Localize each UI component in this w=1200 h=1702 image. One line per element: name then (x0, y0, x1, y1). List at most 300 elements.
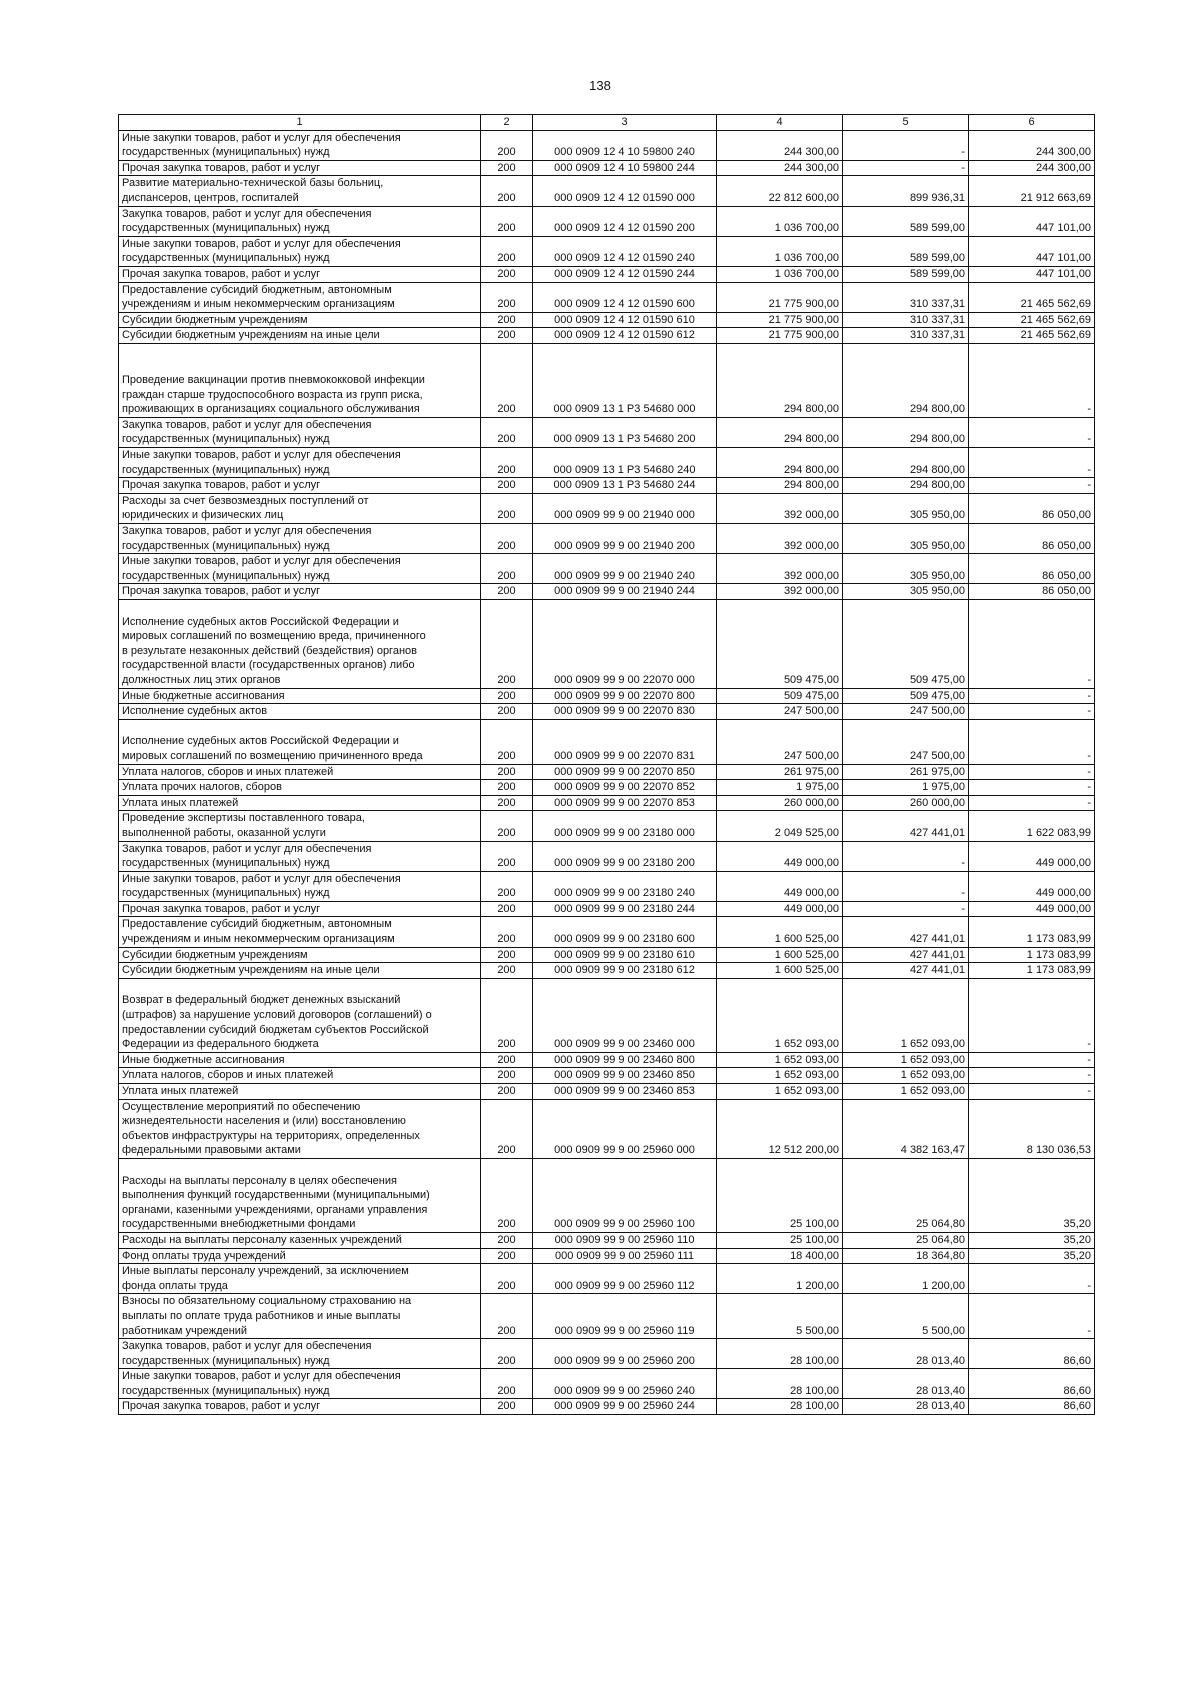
cell-name: Проведение экспертизы поставленного товара, выполненной работы, оказанной услуги (119, 811, 481, 841)
cell-kbk: 000 0909 99 9 00 22070 000 (533, 600, 717, 689)
cell-approved: 1 652 093,00 (717, 1084, 843, 1100)
cell-code: 200 (481, 328, 533, 344)
cell-approved: 392 000,00 (717, 524, 843, 554)
cell-code: 200 (481, 343, 533, 417)
table-row (119, 206, 1095, 236)
cell-approved: 28 100,00 (717, 1339, 843, 1369)
cell-executed: 294 800,00 (843, 343, 969, 417)
table-row (119, 795, 1095, 811)
header-col-3: 3 (533, 115, 717, 131)
cell-name: Закупка товаров, работ и услуг для обеспечения государственных (муниципальных) нужд (119, 206, 481, 236)
cell-code: 200 (481, 1158, 533, 1232)
cell-name: Закупка товаров, работ и услуг для обеспечения государственных (муниципальных) нужд (119, 841, 481, 871)
cell-code: 200 (481, 1369, 533, 1399)
cell-name: Расходы на выплаты персоналу в целях обеспечения выполнения функций государственными (муниципальными) органами, казенными учреждениями, органами управления государственными внебюджетными фондами (119, 1158, 481, 1232)
cell-code: 200 (481, 963, 533, 979)
cell-name: Исполнение судебных актов (119, 704, 481, 720)
cell-approved: 294 800,00 (717, 448, 843, 478)
cell-code: 200 (481, 524, 533, 554)
cell-approved: 247 500,00 (717, 719, 843, 764)
cell-name: Уплата иных платежей (119, 1084, 481, 1100)
cell-unexecuted: - (969, 978, 1095, 1052)
cell-approved: 244 300,00 (717, 160, 843, 176)
cell-approved: 509 475,00 (717, 600, 843, 689)
cell-executed: 427 441,01 (843, 917, 969, 947)
cell-unexecuted: 86,60 (969, 1339, 1095, 1369)
cell-code: 200 (481, 236, 533, 266)
cell-name: Прочая закупка товаров, работ и услуг (119, 266, 481, 282)
cell-approved: 25 100,00 (717, 1158, 843, 1232)
cell-unexecuted: 86,60 (969, 1399, 1095, 1415)
table-row (119, 963, 1095, 979)
table-row (119, 600, 1095, 689)
cell-kbk: 000 0909 12 4 10 59800 240 (533, 130, 717, 160)
cell-unexecuted: - (969, 478, 1095, 494)
cell-kbk: 000 0909 99 9 00 21940 244 (533, 584, 717, 600)
cell-name: Прочая закупка товаров, работ и услуг (119, 160, 481, 176)
cell-unexecuted: - (969, 688, 1095, 704)
cell-code: 200 (481, 600, 533, 689)
cell-unexecuted: 447 101,00 (969, 236, 1095, 266)
cell-executed: 28 013,40 (843, 1399, 969, 1415)
cell-code: 200 (481, 764, 533, 780)
cell-code: 200 (481, 312, 533, 328)
cell-approved: 21 775 900,00 (717, 328, 843, 344)
cell-code: 200 (481, 795, 533, 811)
cell-code: 200 (481, 130, 533, 160)
cell-executed: 310 337,31 (843, 282, 969, 312)
table-row (119, 524, 1095, 554)
cell-name: Прочая закупка товаров, работ и услуг (119, 901, 481, 917)
table-row (119, 978, 1095, 1052)
cell-unexecuted: 21 912 663,69 (969, 176, 1095, 206)
cell-unexecuted: 244 300,00 (969, 130, 1095, 160)
cell-unexecuted: - (969, 780, 1095, 796)
cell-unexecuted: 447 101,00 (969, 206, 1095, 236)
cell-name: Проведение вакцинации против пневмококковой инфекции граждан старше трудоспособного возраста из групп риска, проживающих в организациях социального обслуживания (119, 343, 481, 417)
cell-code: 200 (481, 1294, 533, 1339)
cell-code: 200 (481, 704, 533, 720)
cell-code: 200 (481, 448, 533, 478)
cell-unexecuted: 86 050,00 (969, 524, 1095, 554)
cell-name: Уплата иных платежей (119, 795, 481, 811)
cell-approved: 18 400,00 (717, 1248, 843, 1264)
cell-kbk: 000 0909 99 9 00 23460 800 (533, 1052, 717, 1068)
cell-unexecuted: 1 622 083,99 (969, 811, 1095, 841)
cell-name: Развитие материально-технической базы больниц, диспансеров, центров, госпиталей (119, 176, 481, 206)
cell-kbk: 000 0909 99 9 00 22070 830 (533, 704, 717, 720)
cell-kbk: 000 0909 99 9 00 23180 612 (533, 963, 717, 979)
table-row (119, 1158, 1095, 1232)
cell-code: 200 (481, 266, 533, 282)
cell-unexecuted: - (969, 764, 1095, 780)
table-row (119, 704, 1095, 720)
cell-unexecuted: - (969, 417, 1095, 447)
table-row (119, 1232, 1095, 1248)
table-row (119, 841, 1095, 871)
cell-executed: 25 064,80 (843, 1158, 969, 1232)
cell-approved: 12 512 200,00 (717, 1099, 843, 1158)
cell-code: 200 (481, 282, 533, 312)
table-row (119, 811, 1095, 841)
cell-executed: 28 013,40 (843, 1369, 969, 1399)
cell-kbk: 000 0909 99 9 00 25960 000 (533, 1099, 717, 1158)
cell-approved: 1 652 093,00 (717, 1052, 843, 1068)
cell-name: Фонд оплаты труда учреждений (119, 1248, 481, 1264)
cell-name: Возврат в федеральный бюджет денежных взысканий (штрафов) за нарушение условий договоров (соглашений) о предоставлении субсидий бюджетам субъектов Российской Федерации из федерального бюджета (119, 978, 481, 1052)
table-row (119, 764, 1095, 780)
cell-executed: 589 599,00 (843, 206, 969, 236)
cell-unexecuted: 449 000,00 (969, 871, 1095, 901)
cell-approved: 1 036 700,00 (717, 266, 843, 282)
cell-approved: 1 652 093,00 (717, 978, 843, 1052)
table-row (119, 328, 1095, 344)
table-row (119, 1399, 1095, 1415)
cell-executed: 4 382 163,47 (843, 1099, 969, 1158)
table-row (119, 1068, 1095, 1084)
cell-name: Иные закупки товаров, работ и услуг для обеспечения государственных (муниципальных) нужд (119, 448, 481, 478)
cell-kbk: 000 0909 13 1 P3 54680 244 (533, 478, 717, 494)
cell-approved: 28 100,00 (717, 1369, 843, 1399)
table-row (119, 312, 1095, 328)
cell-executed: 305 950,00 (843, 584, 969, 600)
cell-approved: 5 500,00 (717, 1294, 843, 1339)
cell-approved: 25 100,00 (717, 1232, 843, 1248)
table-row (119, 1084, 1095, 1100)
cell-unexecuted: 35,20 (969, 1158, 1095, 1232)
cell-kbk: 000 0909 12 4 12 01590 244 (533, 266, 717, 282)
table-row (119, 1248, 1095, 1264)
cell-approved: 294 800,00 (717, 417, 843, 447)
cell-name: Закупка товаров, работ и услуг для обеспечения государственных (муниципальных) нужд (119, 417, 481, 447)
cell-code: 200 (481, 917, 533, 947)
cell-executed: 294 800,00 (843, 448, 969, 478)
table-row (119, 176, 1095, 206)
table-row (119, 584, 1095, 600)
cell-unexecuted: 35,20 (969, 1248, 1095, 1264)
cell-kbk: 000 0909 99 9 00 21940 240 (533, 554, 717, 584)
cell-approved: 2 049 525,00 (717, 811, 843, 841)
cell-code: 200 (481, 1248, 533, 1264)
cell-code: 200 (481, 780, 533, 796)
table-row (119, 417, 1095, 447)
cell-name: Субсидии бюджетным учреждениям на иные цели (119, 963, 481, 979)
cell-kbk: 000 0909 99 9 00 25960 200 (533, 1339, 717, 1369)
cell-unexecuted: 8 130 036,53 (969, 1099, 1095, 1158)
cell-code: 200 (481, 554, 533, 584)
cell-kbk: 000 0909 99 9 00 23180 600 (533, 917, 717, 947)
cell-name: Иные бюджетные ассигнования (119, 1052, 481, 1068)
cell-kbk: 000 0909 99 9 00 22070 850 (533, 764, 717, 780)
table-row (119, 1369, 1095, 1399)
cell-executed: 310 337,31 (843, 328, 969, 344)
cell-name: Закупка товаров, работ и услуг для обеспечения государственных (муниципальных) нужд (119, 524, 481, 554)
cell-approved: 294 800,00 (717, 478, 843, 494)
cell-kbk: 000 0909 99 9 00 25960 110 (533, 1232, 717, 1248)
table-row (119, 1052, 1095, 1068)
cell-name: Исполнение судебных актов Российской Федерации и мировых соглашений по возмещению вреда, причиненного в результате незаконных действий (бездействия) органов государственной власти (государственных органов) либо должностных лиц этих органов (119, 600, 481, 689)
cell-unexecuted: - (969, 1264, 1095, 1294)
cell-executed: 5 500,00 (843, 1294, 969, 1339)
cell-kbk: 000 0909 12 4 12 01590 600 (533, 282, 717, 312)
table-row (119, 282, 1095, 312)
table-row (119, 780, 1095, 796)
cell-code: 200 (481, 1339, 533, 1369)
cell-unexecuted: 86 050,00 (969, 584, 1095, 600)
cell-executed: 261 975,00 (843, 764, 969, 780)
header-col-6: 6 (969, 115, 1095, 131)
cell-approved: 261 975,00 (717, 764, 843, 780)
cell-executed: 1 975,00 (843, 780, 969, 796)
cell-name: Прочая закупка товаров, работ и услуг (119, 584, 481, 600)
cell-code: 200 (481, 493, 533, 523)
table-row (119, 448, 1095, 478)
cell-name: Предоставление субсидий бюджетным, автономным учреждениям и иным некоммерческим организациям (119, 282, 481, 312)
table-row (119, 688, 1095, 704)
cell-code: 200 (481, 206, 533, 236)
cell-kbk: 000 0909 12 4 12 01590 240 (533, 236, 717, 266)
cell-unexecuted: 86 050,00 (969, 493, 1095, 523)
cell-kbk: 000 0909 99 9 00 23460 850 (533, 1068, 717, 1084)
cell-name: Иные бюджетные ассигнования (119, 688, 481, 704)
header-row (119, 115, 1095, 131)
cell-executed: 305 950,00 (843, 524, 969, 554)
header-col-2: 2 (481, 115, 533, 131)
cell-executed: 294 800,00 (843, 478, 969, 494)
cell-unexecuted: - (969, 1052, 1095, 1068)
cell-kbk: 000 0909 99 9 00 22070 852 (533, 780, 717, 796)
cell-executed: 25 064,80 (843, 1232, 969, 1248)
cell-unexecuted: 1 173 083,99 (969, 963, 1095, 979)
cell-executed: - (843, 901, 969, 917)
cell-executed: - (843, 841, 969, 871)
cell-unexecuted: - (969, 1294, 1095, 1339)
cell-code: 200 (481, 478, 533, 494)
cell-name: Уплата прочих налогов, сборов (119, 780, 481, 796)
cell-approved: 449 000,00 (717, 871, 843, 901)
cell-name: Субсидии бюджетным учреждениям (119, 947, 481, 963)
cell-approved: 1 652 093,00 (717, 1068, 843, 1084)
cell-approved: 392 000,00 (717, 554, 843, 584)
cell-unexecuted: 35,20 (969, 1232, 1095, 1248)
table-row (119, 1099, 1095, 1158)
cell-approved: 449 000,00 (717, 901, 843, 917)
cell-name: Иные закупки товаров, работ и услуг для обеспечения государственных (муниципальных) нужд (119, 871, 481, 901)
cell-executed: 18 364,80 (843, 1248, 969, 1264)
cell-code: 200 (481, 1084, 533, 1100)
cell-executed: 1 652 093,00 (843, 1052, 969, 1068)
cell-code: 200 (481, 841, 533, 871)
cell-code: 200 (481, 417, 533, 447)
cell-unexecuted: 21 465 562,69 (969, 282, 1095, 312)
cell-code: 200 (481, 719, 533, 764)
cell-kbk: 000 0909 99 9 00 25960 240 (533, 1369, 717, 1399)
cell-approved: 1 600 525,00 (717, 917, 843, 947)
cell-executed: 247 500,00 (843, 704, 969, 720)
cell-name: Иные выплаты персоналу учреждений, за исключением фонда оплаты труда (119, 1264, 481, 1294)
cell-executed: 1 652 093,00 (843, 1084, 969, 1100)
cell-executed: 509 475,00 (843, 688, 969, 704)
cell-approved: 28 100,00 (717, 1399, 843, 1415)
cell-approved: 1 036 700,00 (717, 206, 843, 236)
cell-executed: 294 800,00 (843, 417, 969, 447)
header-col-5: 5 (843, 115, 969, 131)
table-row (119, 871, 1095, 901)
cell-name: Иные закупки товаров, работ и услуг для обеспечения государственных (муниципальных) нужд (119, 130, 481, 160)
cell-name: Расходы за счет безвозмездных поступлений от юридических и физических лиц (119, 493, 481, 523)
cell-unexecuted: - (969, 600, 1095, 689)
cell-name: Взносы по обязательному социальному страхованию на выплаты по оплате труда работников и иные выплаты работникам учреждений (119, 1294, 481, 1339)
cell-name: Иные закупки товаров, работ и услуг для обеспечения государственных (муниципальных) нужд (119, 1369, 481, 1399)
cell-kbk: 000 0909 99 9 00 25960 244 (533, 1399, 717, 1415)
cell-kbk: 000 0909 99 9 00 22070 853 (533, 795, 717, 811)
table-row (119, 160, 1095, 176)
cell-code: 200 (481, 584, 533, 600)
cell-name: Прочая закупка товаров, работ и услуг (119, 478, 481, 494)
cell-executed: - (843, 130, 969, 160)
cell-kbk: 000 0909 99 9 00 21940 200 (533, 524, 717, 554)
cell-code: 200 (481, 1099, 533, 1158)
cell-code: 200 (481, 1232, 533, 1248)
cell-kbk: 000 0909 99 9 00 23180 240 (533, 871, 717, 901)
expenditure-table (118, 114, 1095, 1415)
cell-code: 200 (481, 1052, 533, 1068)
cell-unexecuted: 244 300,00 (969, 160, 1095, 176)
cell-executed: 28 013,40 (843, 1339, 969, 1369)
cell-unexecuted: 449 000,00 (969, 841, 1095, 871)
cell-name: Предоставление субсидий бюджетным, автономным учреждениям и иным некоммерческим организациям (119, 917, 481, 947)
cell-code: 200 (481, 688, 533, 704)
cell-approved: 1 975,00 (717, 780, 843, 796)
cell-unexecuted: - (969, 1084, 1095, 1100)
cell-code: 200 (481, 1264, 533, 1294)
cell-code: 200 (481, 871, 533, 901)
table-row (119, 236, 1095, 266)
cell-kbk: 000 0909 13 1 P3 54680 000 (533, 343, 717, 417)
cell-name: Закупка товаров, работ и услуг для обеспечения государственных (муниципальных) нужд (119, 1339, 481, 1369)
table-row (119, 343, 1095, 417)
cell-kbk: 000 0909 13 1 P3 54680 200 (533, 417, 717, 447)
cell-unexecuted: 1 173 083,99 (969, 917, 1095, 947)
cell-kbk: 000 0909 12 4 12 01590 612 (533, 328, 717, 344)
cell-unexecuted: 449 000,00 (969, 901, 1095, 917)
cell-kbk: 000 0909 99 9 00 23180 000 (533, 811, 717, 841)
cell-kbk: 000 0909 99 9 00 23180 244 (533, 901, 717, 917)
cell-name: Прочая закупка товаров, работ и услуг (119, 1399, 481, 1415)
table-header (119, 115, 1095, 131)
table-row (119, 719, 1095, 764)
cell-unexecuted: - (969, 719, 1095, 764)
cell-kbk: 000 0909 99 9 00 25960 119 (533, 1294, 717, 1339)
header-col-4: 4 (717, 115, 843, 131)
cell-executed: 427 441,01 (843, 963, 969, 979)
cell-name: Исполнение судебных актов Российской Федерации и мировых соглашений по возмещению причиненного вреда (119, 719, 481, 764)
cell-unexecuted: - (969, 343, 1095, 417)
table-row (119, 493, 1095, 523)
table-row (119, 1264, 1095, 1294)
cell-unexecuted: - (969, 1068, 1095, 1084)
cell-executed: 1 200,00 (843, 1264, 969, 1294)
cell-code: 200 (481, 901, 533, 917)
cell-kbk: 000 0909 99 9 00 25960 100 (533, 1158, 717, 1232)
cell-executed: 589 599,00 (843, 236, 969, 266)
table-row (119, 1339, 1095, 1369)
cell-approved: 392 000,00 (717, 493, 843, 523)
cell-approved: 509 475,00 (717, 688, 843, 704)
table-body (119, 130, 1095, 1414)
page-number: 138 (589, 78, 611, 93)
cell-executed: 1 652 093,00 (843, 978, 969, 1052)
cell-unexecuted: 86 050,00 (969, 554, 1095, 584)
table-row (119, 917, 1095, 947)
cell-kbk: 000 0909 99 9 00 23460 853 (533, 1084, 717, 1100)
cell-unexecuted: 21 465 562,69 (969, 312, 1095, 328)
cell-kbk: 000 0909 12 4 12 01590 000 (533, 176, 717, 206)
cell-kbk: 000 0909 12 4 12 01590 200 (533, 206, 717, 236)
cell-executed: 260 000,00 (843, 795, 969, 811)
cell-unexecuted: - (969, 448, 1095, 478)
table-row (119, 901, 1095, 917)
table-row (119, 554, 1095, 584)
table-row (119, 947, 1095, 963)
cell-approved: 21 775 900,00 (717, 312, 843, 328)
table-row (119, 1294, 1095, 1339)
table-row (119, 478, 1095, 494)
cell-executed: 427 441,01 (843, 811, 969, 841)
cell-kbk: 000 0909 99 9 00 23180 200 (533, 841, 717, 871)
cell-approved: 260 000,00 (717, 795, 843, 811)
cell-unexecuted: - (969, 704, 1095, 720)
cell-name: Иные закупки товаров, работ и услуг для обеспечения государственных (муниципальных) нужд (119, 554, 481, 584)
cell-executed: 509 475,00 (843, 600, 969, 689)
cell-executed: - (843, 160, 969, 176)
cell-kbk: 000 0909 99 9 00 25960 112 (533, 1264, 717, 1294)
cell-executed: 899 936,31 (843, 176, 969, 206)
cell-code: 200 (481, 176, 533, 206)
cell-kbk: 000 0909 99 9 00 22070 831 (533, 719, 717, 764)
cell-approved: 449 000,00 (717, 841, 843, 871)
cell-approved: 392 000,00 (717, 584, 843, 600)
cell-executed: 305 950,00 (843, 554, 969, 584)
cell-code: 200 (481, 947, 533, 963)
cell-approved: 21 775 900,00 (717, 282, 843, 312)
cell-unexecuted: 21 465 562,69 (969, 328, 1095, 344)
cell-executed: - (843, 871, 969, 901)
cell-unexecuted: 447 101,00 (969, 266, 1095, 282)
cell-approved: 22 812 600,00 (717, 176, 843, 206)
cell-approved: 1 200,00 (717, 1264, 843, 1294)
cell-approved: 1 036 700,00 (717, 236, 843, 266)
cell-approved: 1 600 525,00 (717, 947, 843, 963)
table-row (119, 266, 1095, 282)
cell-name: Уплата налогов, сборов и иных платежей (119, 1068, 481, 1084)
cell-approved: 247 500,00 (717, 704, 843, 720)
cell-name: Расходы на выплаты персоналу казенных учреждений (119, 1232, 481, 1248)
cell-kbk: 000 0909 99 9 00 25960 111 (533, 1248, 717, 1264)
cell-code: 200 (481, 1068, 533, 1084)
cell-unexecuted: 86,60 (969, 1369, 1095, 1399)
cell-unexecuted: - (969, 795, 1095, 811)
cell-kbk: 000 0909 13 1 P3 54680 240 (533, 448, 717, 478)
cell-kbk: 000 0909 12 4 10 59800 244 (533, 160, 717, 176)
cell-name: Субсидии бюджетным учреждениям на иные цели (119, 328, 481, 344)
cell-kbk: 000 0909 99 9 00 22070 800 (533, 688, 717, 704)
cell-approved: 294 800,00 (717, 343, 843, 417)
cell-executed: 310 337,31 (843, 312, 969, 328)
header-col-1: 1 (119, 115, 481, 131)
cell-code: 200 (481, 160, 533, 176)
cell-approved: 244 300,00 (717, 130, 843, 160)
